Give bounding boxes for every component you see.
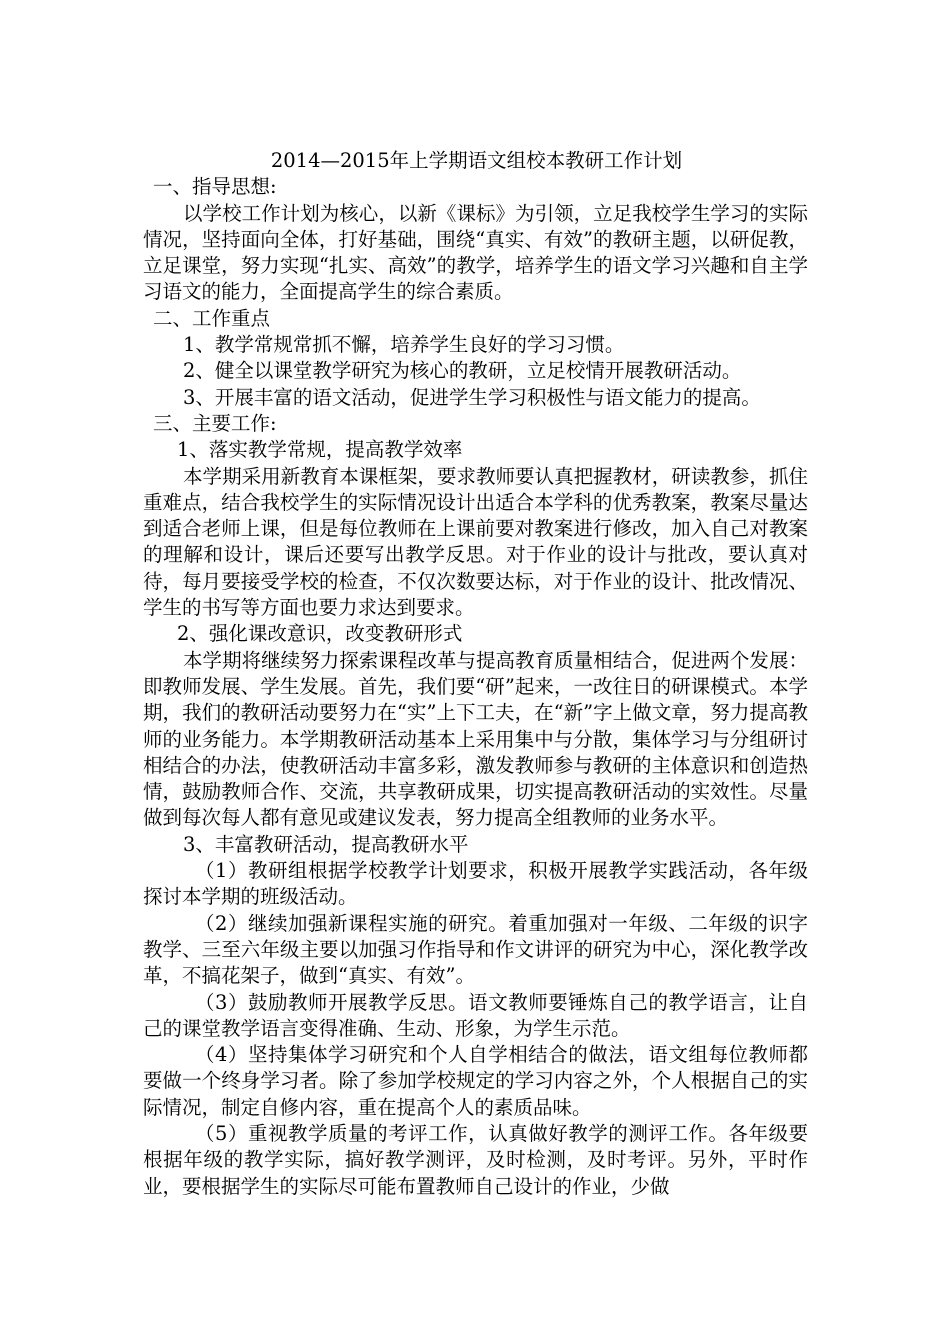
section-3-sub-3-heading: 3、丰富教研活动，提高教研水平 xyxy=(183,832,469,856)
section-3-sub-2-heading: 2、强化课改意识，改变教研形式 xyxy=(177,622,463,646)
section-3-sub-3-item-2: （2）继续加强新课程实施的研究。着重加强对一年级、二年级的识字教学、三至六年级主要以加强习作指导和作文讲评的研究为中心，深化教学改革，不搞花架子，做到“真实、有效”。 xyxy=(143,911,808,988)
section-3-sub-1-body: 本学期采用新教育本课框架，要求教师要认真把握教材，研读教参，抓住重难点，结合我校学生的实际情况设计出适合本学科的优秀教案，教案尽量达到适合老师上课，但是每位教师在上课前要对教案进行修改，加入自己对教案的理解和设计，课后还要写出教学反思。对于作业的设计与批改，要认真对待，每月要接受学校的检查，不仅次数要达标，对于作业的设计、批改情况、学生的书写等方面也要力求达到要求。 xyxy=(143,464,808,620)
section-3-heading: 三、主要工作: xyxy=(153,411,277,435)
section-2-item-3: 3、开展丰富的语文活动，促进学生学习积极性与语文能力的提高。 xyxy=(183,385,761,409)
section-3-sub-3-item-5: （5）重视教学质量的考评工作，认真做好教学的测评工作。各年级要根据年级的教学实际，搞好教学测评，及时检测，及时考评。另外，平时作业，要根据学生的实际尽可能布置教师自己设计的作业，少做 xyxy=(143,1121,808,1198)
section-3-sub-1-heading: 1、落实教学常规，提高教学效率 xyxy=(177,438,463,462)
section-1-heading: 一、指导思想: xyxy=(153,175,277,199)
section-3-sub-2-body: 本学期将继续努力探索课程改革与提高教育质量相结合，促进两个发展：即教师发展、学生发展。首先，我们要“研”起来，一改往日的研课模式。本学期，我们的教研活动要努力在“实”上下工夫，在“新”字上做文章，努力提高教师的业务能力。本学期教研活动基本上采用集中与分散，集体学习与分组研讨相结合的办法，使教研活动丰富多彩，激发教师参与教研的主体意识和创造热情，鼓励教师合作、交流，共享教研成果，切实提高教研活动的实效性。尽量做到每次每人都有意见或建议发表，努力提高全组教师的业务水平。 xyxy=(143,648,808,830)
section-2-item-2: 2、健全以课堂教学研究为核心的教研，立足校情开展教研活动。 xyxy=(183,359,742,383)
document-title: 2014—2015年上学期语文组校本教研工作计划 xyxy=(270,149,683,172)
section-1-body: 以学校工作计划为核心，以新《课标》为引领，立足我校学生学习的实际情况，坚持面向全体，打好基础，围绕“真实、有效”的教研主题，以研促教，立足课堂，努力实现“扎实、高效”的教学，培养学生的语文学习兴趣和自主学习语文的能力，全面提高学生的综合素质。 xyxy=(143,201,808,304)
section-3-sub-3-item-3: （3）鼓励教师开展教学反思。语文教师要锤炼自己的教学语言，让自己的课堂教学语言变得准确、生动、形象，为学生示范。 xyxy=(143,990,808,1040)
document-page xyxy=(143,148,808,1200)
section-2-heading: 二、工作重点 xyxy=(153,306,271,330)
section-2-item-1: 1、教学常规常抓不懈，培养学生良好的学习习惯。 xyxy=(183,333,625,357)
section-3-sub-3-item-4: （4）坚持集体学习研究和个人自学相结合的做法，语文组每位教师都要做一个终身学习者。除了参加学校规定的学习内容之外，个人根据自己的实际情况，制定自修内容，重在提高个人的素质品味。 xyxy=(143,1043,808,1119)
section-3-sub-3-item-1: （1）教研组根据学校教学计划要求，积极开展教学实践活动，各年级探讨本学期的班级活动。 xyxy=(143,859,808,909)
